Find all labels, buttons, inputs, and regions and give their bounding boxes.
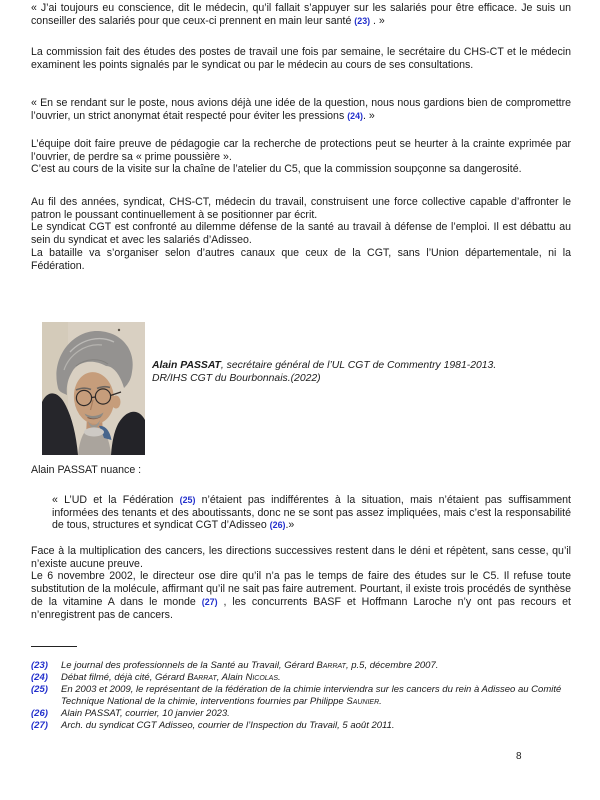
text-run: Face à la multiplication des cancers, les directions successives restent dans le déni et répètent, sans cesse, qu’il n’existe aucune preuve. bbox=[31, 545, 571, 570]
footnote-item bbox=[31, 660, 571, 672]
footnote-item bbox=[31, 720, 571, 732]
footnote-ref: (25) bbox=[179, 495, 196, 505]
text-run: Le 6 novembre 2002, le directeur ose dire qu’il n’a pas le temps de faire des études sur le C5. Il refuse toute substitution de la molécule, affirmant qu’il ne sait pas faire autrement. Pourtant, il existe trois procédés de synthèse de la vitamine A dans le monde bbox=[31, 570, 571, 608]
text-run: Alain PASSAT, courrier, 10 janvier 2023. bbox=[61, 708, 230, 720]
text-run: La bataille va s’organiser selon d’autres canaux que ceux de la CGT, sans l’Union départementale, ni la Fédération. bbox=[31, 246, 571, 272]
text-run: , secrétaire général de l’UL CGT de Commentry 1981-2013. bbox=[220, 360, 497, 371]
footnotes bbox=[31, 660, 571, 733]
text-run: « J’ai toujours eu conscience, dit le médecin, qu’il fallait s’appuyer sur les salariés pour être efficace. Je suis un conseiller des salariés pour que ceux-ci prennent en main leur santé bbox=[31, 2, 571, 27]
footnote-number: (25) bbox=[31, 684, 48, 696]
text-run: « En se rendant sur le poste, nous avions déjà une idée de la question, nous nous gardions bien de compromettre l’ouvrier, un strict anonymat était respecté pour éviter les pressions bbox=[31, 97, 571, 122]
text-run: Au fil des années, syndicat, CHS-CT, médecin du travail, construisent une force collective capable d’affronter le patron le poussant continuellement à se positionner par écrit. bbox=[31, 196, 571, 221]
text-run: Barrat bbox=[316, 660, 346, 671]
footnote-text bbox=[61, 708, 571, 720]
footnote-separator bbox=[31, 646, 77, 647]
text-run: . bbox=[379, 696, 382, 708]
text-run: .» bbox=[285, 519, 295, 532]
portrait-photo bbox=[42, 322, 145, 455]
footnote-item bbox=[31, 708, 571, 720]
photo-caption bbox=[152, 359, 570, 385]
text-run: Le syndicat CGT est confronté au dilemme défense de la santé au travail à défense de l’emploi. Il est débattu au sein du syndicat et avec les salariés d’Adisseo. bbox=[31, 221, 571, 247]
paragraph-quote-doctor bbox=[31, 2, 571, 27]
footnote-number: (24) bbox=[31, 672, 48, 684]
text-run: n’étaient pas indifférentes à la situation, mais n’étaient pas suffisamment informées des tenants et des aboutissants, donc ne se sont pas assez impliquées, mais c’est la responsabilité de tous, structures et syndicat CGT d’Adisseo bbox=[52, 494, 571, 532]
footnote-text bbox=[61, 672, 571, 684]
footnote-ref: (23) bbox=[354, 15, 371, 26]
text-run: , Alain bbox=[216, 672, 246, 684]
text-run: , les concurrents BASF et Hoffmann Laroche n’y ont pas recours et n’enregistrent pas de cancers. bbox=[31, 595, 571, 621]
paragraph-quote-ud bbox=[52, 494, 571, 532]
paragraph-face-multiplication bbox=[31, 545, 571, 621]
paragraph-au-fil bbox=[31, 196, 571, 272]
wall-dot bbox=[118, 329, 120, 331]
footnote-item bbox=[31, 672, 571, 684]
text-run: Le journal des professionnels de la Santé au Travail, Gérard bbox=[61, 660, 317, 671]
text-run: , p.5, décembre 2007. bbox=[345, 660, 439, 671]
text-run: Nicolas bbox=[245, 672, 278, 684]
text-run: C’est au cours de la visite sur la chaîne de l’atelier du C5, que la commission soupçonne sa dangerosité. bbox=[31, 163, 522, 176]
text-run: Barrat bbox=[187, 672, 217, 684]
turtleneck bbox=[84, 428, 104, 437]
paragraph-quote-poste bbox=[31, 97, 571, 122]
text-run: . bbox=[278, 672, 281, 684]
text-run: Saunier bbox=[346, 696, 380, 708]
page-number: 8 bbox=[516, 751, 522, 762]
footnote-text bbox=[61, 720, 571, 732]
paragraph-commission bbox=[31, 46, 571, 71]
text-run: En 2003 et 2009, le représentant de la fédération de la chimie interviendra sur les cancers du rein à Adisseo au Comité Technique National de la chimie, interventions fournies par Philippe bbox=[61, 684, 562, 708]
paragraph-nuance-intro bbox=[31, 464, 571, 477]
text-run: L’équipe doit faire preuve de pédagogie car la recherche de protections peut se heurter à la crainte exprimée par l’ouvrier, de perdre sa « prime poussière ». bbox=[31, 138, 571, 163]
footnote-number: (23) bbox=[31, 660, 48, 671]
paragraph-equipe bbox=[31, 138, 571, 176]
footnote-ref: (26) bbox=[269, 520, 286, 531]
footnote-text bbox=[61, 684, 571, 708]
text-run: Débat filmé, déjà cité, Gérard bbox=[61, 672, 188, 684]
footnote-item bbox=[31, 684, 571, 708]
text-run: DR/IHS CGT du Bourbonnais.(2022) bbox=[152, 373, 321, 384]
text-run: La commission fait des études des postes de travail une fois par semaine, le secrétaire du CHS-CT et le médecin examinent les points signalés par le syndicat ou par le médecin au cours de ses consultations. bbox=[31, 46, 571, 71]
text-run: Alain PASSAT bbox=[152, 360, 221, 371]
footnote-number: (26) bbox=[31, 708, 48, 720]
text-run: . » bbox=[363, 109, 375, 122]
text-run: . » bbox=[370, 14, 385, 27]
footnote-number: (27) bbox=[31, 720, 48, 732]
footnote-ref: (27) bbox=[201, 596, 218, 607]
footnote-text bbox=[61, 660, 571, 672]
footnote-ref: (24) bbox=[347, 110, 363, 121]
text-run: « L’UD et la Fédération bbox=[52, 494, 180, 506]
text-run: Alain PASSAT nuance : bbox=[31, 464, 142, 476]
text-run: Arch. du syndicat CGT Adisseo, courrier de l’Inspection du Travail, 5 août 2011. bbox=[61, 720, 395, 732]
